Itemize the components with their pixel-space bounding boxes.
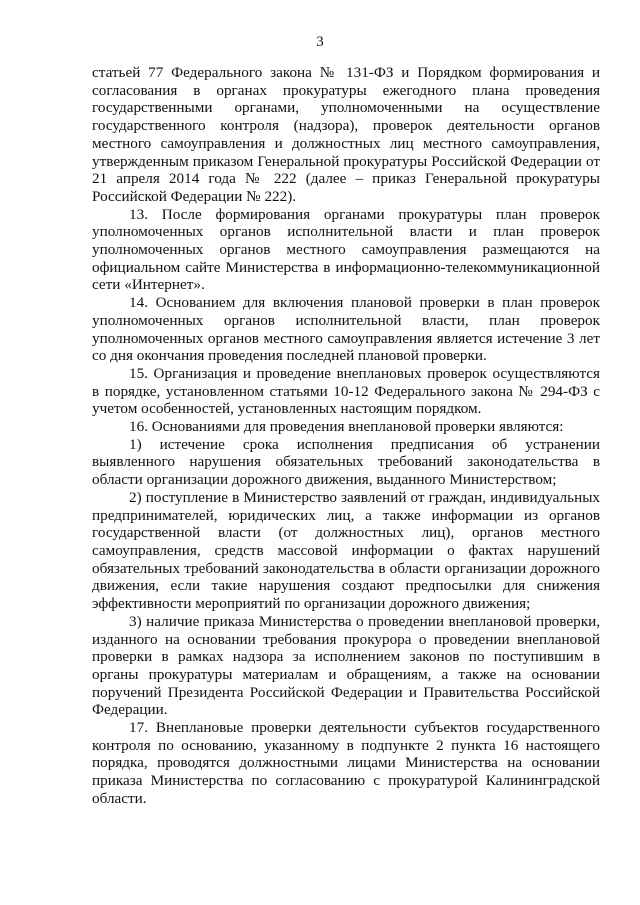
paragraph-14: 14. Основанием для включения плановой проверки в план проверок уполномоченных органов исполнительной власти, план проверок уполномоченных органов местного самоуправления является истечение 3 лет со дня окончания проведения последней плановой проверки. [92,294,600,365]
paragraph-16: 16. Основаниями для проведения внеплановой проверки являются: [129,418,564,436]
paragraph-15: 15. Организация и проведение внеплановых проверок осуществляются в порядке, установленном статьями 10-12 Федерального закона № 294-ФЗ с учетом особенностей, установленных настоящим порядком. [92,364,600,418]
paragraph-continuation: статьей 77 Федерального закона № 131-ФЗ и Порядком формирования и согласования в органах прокуратуры ежегодного плана проведения государственными органами, уполномоченными на осуществление государственного контроля (надзора), проверок деятельности органов местного самоуправления и должностных лиц местного самоуправления, утвержденным приказом Генеральной прокуратуры Российской Федерации от 21 апреля 2014 года № 222 (далее – приказ Генеральной прокуратуры Российской Федерации № 222). [92,64,600,205]
paragraph-16-item-2: 2) поступление в Министерство заявлений от граждан, индивидуальных предпринимателей, юридических лиц, а также информации из органов государственной власти (от должностных лиц), органов местного самоуправления, средств массовой информации о фактах нарушений обязательных требований законодательства в области организации дорожного движения, если такие нарушения создают предпосылки для снижения эффективности мероприятий по организации дорожного движения; [92,488,600,613]
paragraph-13: 13. После формирования органами прокуратуры план проверок уполномоченных органов исполнительной власти и план проверок уполномоченных органов местного самоуправления размещаются на официальном сайте Министерства в информационно-телекоммуникационной сети «Интернет». [92,205,600,294]
paragraph-16-item-3: 3) наличие приказа Министерства о проведении внеплановой проверки, изданного на основании требования прокурора о проведении внеплановой проверки в рамках надзора за исполнением законов по поступившим в органы прокуратуры материалам и обращениям, а также на основании поручений Президента Российской Федерации и Правительства Российской Федерации. [92,612,600,719]
paragraph-16-item-1: 1) истечение срока исполнения предписания об устранении выявленного нарушения обязательных требований законодательства в области организации дорожного движения, выданного Министерством; [92,435,600,489]
paragraph-17: 17. Внеплановые проверки деятельности субъектов государственного контроля по основанию, указанному в подпункте 2 пункта 16 настоящего порядка, проводятся должностными лицами Министерства на основании приказа Министерства по согласованию с прокуратурой Калининградской области. [92,719,600,807]
page-number: 3 [316,34,324,50]
document-body [92,64,600,808]
